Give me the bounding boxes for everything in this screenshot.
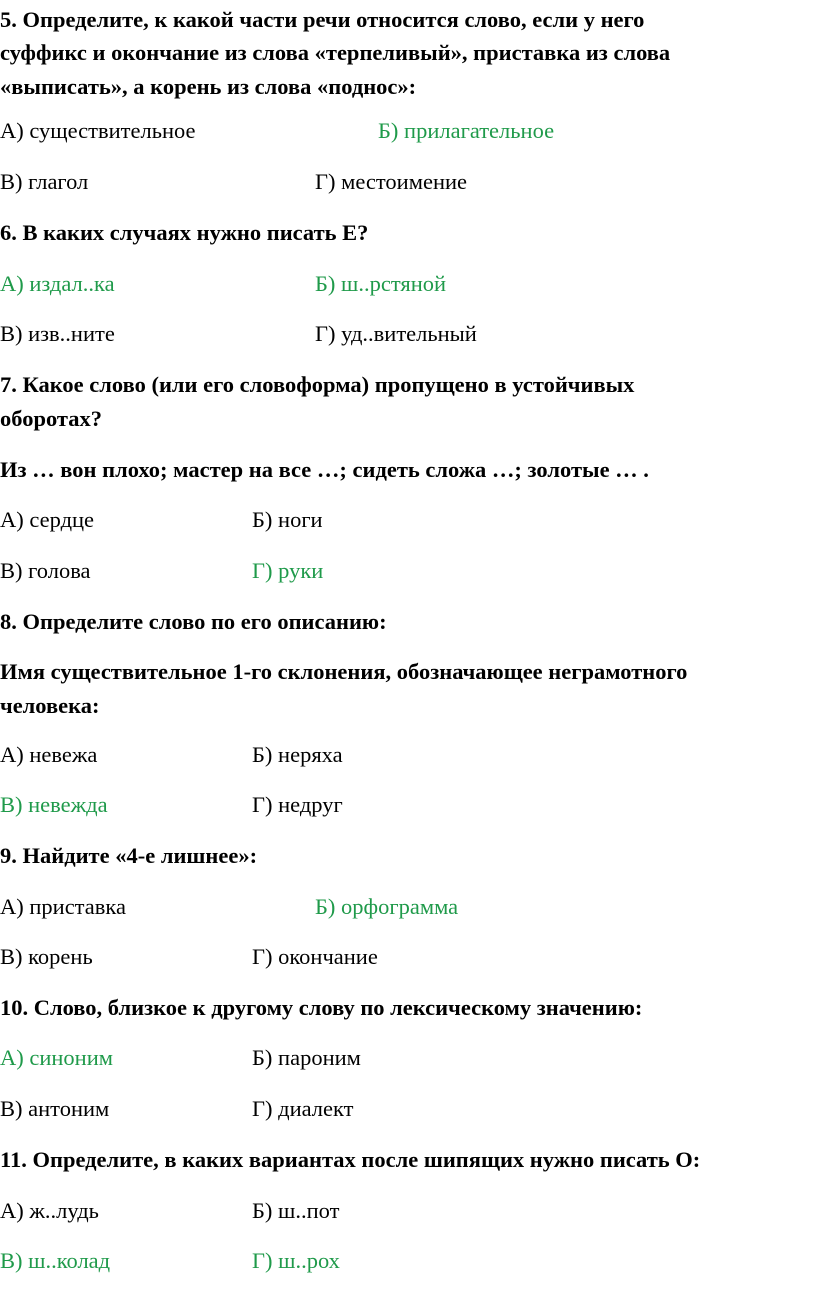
q11-option-d-correct: Г) ш..рох	[252, 1248, 340, 1273]
q6-option-a-correct: А) издал..ка	[0, 271, 115, 296]
q6-option-b-correct: Б) ш..рстяной	[315, 271, 447, 296]
q7-prompt: Из … вон плохо; мастер на все …; сидеть сложа …; золотые … .	[0, 457, 649, 482]
q5-title-line-1: 5. Определите, к какой части речи относится слово, если у него	[0, 7, 645, 32]
q6-option-d: Г) уд..вительный	[315, 321, 477, 346]
q5-option-d: Г) местоимение	[315, 169, 468, 194]
q8-prompt-line-1: Имя существительное 1-го склонения, обозначающее неграмотного	[0, 659, 688, 684]
q9-title: 9. Найдите «4-е лишнее»:	[0, 843, 258, 868]
q11-option-a: А) ж..лудь	[0, 1198, 99, 1223]
q8-option-c-correct: В) невежда	[0, 792, 108, 817]
q10-title: 10. Слово, близкое к другому слову по лексическому значению:	[0, 995, 643, 1020]
q5-option-b-correct: Б) прилагательное	[378, 118, 555, 143]
q8-option-d: Г) недруг	[252, 792, 343, 817]
q7-option-a: А) сердце	[0, 507, 95, 532]
q5-title-line-3: «выписать», а корень из слова «поднос»:	[0, 74, 417, 99]
q5-option-a: А) существительное	[0, 118, 196, 143]
q7-title-line-2: оборотах?	[0, 406, 102, 431]
q8-prompt-line-2: человека:	[0, 693, 100, 718]
q6-title: 6. В каких случаях нужно писать Е?	[0, 220, 369, 245]
q5-option-c: В) глагол	[0, 169, 89, 194]
q8-option-b: Б) неряха	[252, 742, 343, 767]
q5-title-line-2: суффикс и окончание из слова «терпеливый», приставка из слова	[0, 40, 671, 65]
q7-option-c: В) голова	[0, 558, 91, 583]
q7-option-b: Б) ноги	[252, 507, 323, 532]
q10-option-b: Б) пароним	[252, 1045, 361, 1070]
q7-option-d-correct: Г) руки	[252, 558, 324, 583]
q9-option-b-correct: Б) орфограмма	[315, 894, 459, 919]
q8-option-a: А) невежа	[0, 742, 98, 767]
q10-option-d: Г) диалект	[252, 1096, 354, 1121]
q7-title-line-1: 7. Какое слово (или его словоформа) пропущено в устойчивых	[0, 372, 635, 397]
q10-option-a-correct: А) синоним	[0, 1045, 114, 1070]
q9-option-c: В) корень	[0, 944, 93, 969]
q9-option-a: А) приставка	[0, 894, 126, 919]
q8-title: 8. Определите слово по его описанию:	[0, 609, 387, 634]
q11-option-c-correct: В) ш..колад	[0, 1248, 111, 1273]
q11-option-b: Б) ш..пот	[252, 1198, 340, 1223]
q9-option-d: Г) окончание	[252, 944, 378, 969]
q11-title: 11. Определите, в каких вариантах после шипящих нужно писать О:	[0, 1147, 701, 1172]
q10-option-c: В) антоним	[0, 1096, 110, 1121]
q6-option-c: В) изв..ните	[0, 321, 115, 346]
